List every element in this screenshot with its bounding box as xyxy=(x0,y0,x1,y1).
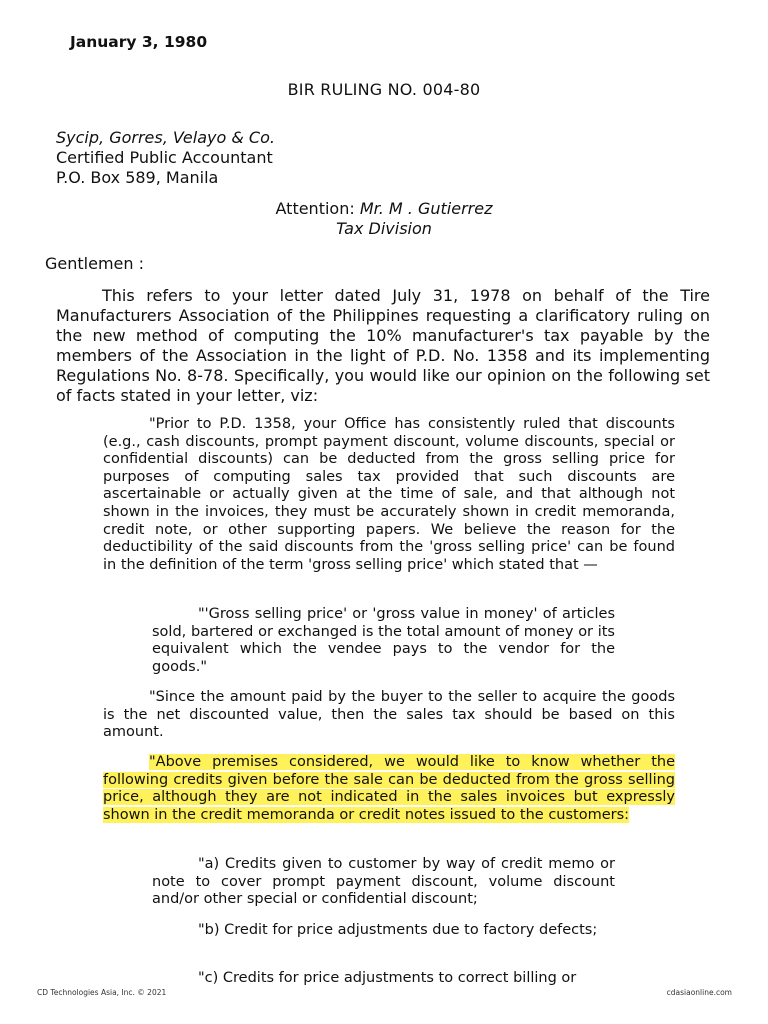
attention-label: Attention: xyxy=(275,199,355,218)
attention-name: Mr. M . Gutierrez xyxy=(359,199,493,218)
attention-division: Tax Division xyxy=(336,219,432,238)
footer-website: cdasiaonline.com xyxy=(666,988,732,997)
list-item-b: "b) Credit for price adjustments due to factory defects; xyxy=(198,922,598,938)
quote-paragraph-2: "Since the amount paid by the buyer to the seller to acquire the goods is the net discounted value, then the sales tax should be based on this amount. xyxy=(103,689,675,741)
letter-date: January 3, 1980 xyxy=(70,33,208,51)
quote-paragraph-1: "Prior to P.D. 1358, your Office has consistently ruled that discounts (e.g., cash discounts, prompt payment discount, volume discounts, special or confidential discounts) can be deducted from the gross selling price for purposes of computing sales tax provided that such discounts are ascertainable or actually given at the time of sale, and that although not shown in the invoices, they must be accurately shown in credit memoranda, credit note, or other supporting papers. We believe the reason for the deductibility of the said discounts from the 'gross selling price' can be found in the definition of the term 'gross selling price' which stated that — xyxy=(103,416,675,573)
footer-copyright: CD Technologies Asia, Inc. © 2021 xyxy=(37,988,167,997)
ruling-number: BIR RULING NO. 004-80 xyxy=(287,80,481,99)
list-item-a: "a) Credits given to customer by way of credit memo or note to cover prompt payment discount, volume discount and/or other special or confidential discount; xyxy=(152,856,615,908)
addressee-firm: Sycip, Gorres, Velayo & Co. xyxy=(56,128,275,147)
quote-paragraph-highlighted xyxy=(103,754,675,824)
intro-paragraph: This refers to your letter dated July 31, 1978 on behalf of the Tire Manufacturers Association of the Philippines requesting a clarificatory ruling on the new method of computing the 10% manufacturer's tax payable by the members of the Association in the light of P.D. No. 1358 and its implementing Regulations No. 8-78. Specifically, you would like our opinion on the following set of facts stated in your letter, viz: xyxy=(56,286,710,405)
addressee-title: Certified Public Accountant xyxy=(56,148,273,167)
addressee-block xyxy=(56,128,275,188)
attention-block xyxy=(0,199,768,239)
list-item-c: "c) Credits for price adjustments to correct billing or xyxy=(198,970,577,986)
highlighted-text: "Above premises considered, we would like to know whether the following credits given before the sale can be deducted from the gross selling price, although they are not indicated in the sales invoices but expressly shown in the credit memoranda or credit notes issued to the customers: xyxy=(103,754,675,823)
salutation: Gentlemen : xyxy=(45,254,144,273)
quote-definition: "'Gross selling price' or 'gross value in money' of articles sold, bartered or exchanged is the total amount of money or its equivalent which the vendee pays to the vendor for the goods." xyxy=(152,606,615,675)
addressee-address: P.O. Box 589, Manila xyxy=(56,168,219,187)
